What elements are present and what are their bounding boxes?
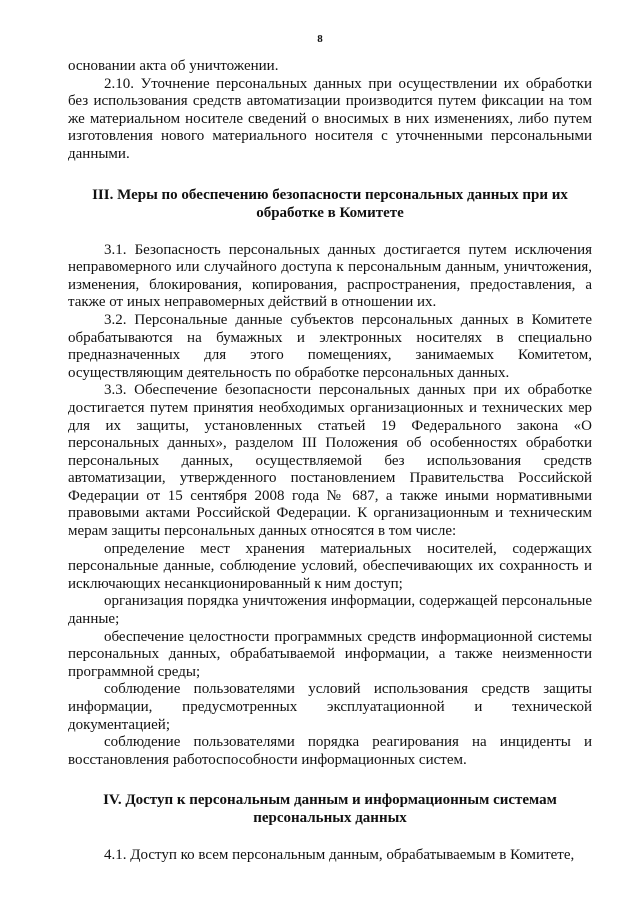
section-3-heading (68, 186, 592, 222)
paragraph-3-2: 3.2. Персональные данные субъектов персональных данных в Комитете обрабатываются на бумажных и электронных носителях в специально предназначенных для этого помещениях, занимаемых Комитетом, осуществляющим деятельность по обработке персональных данных. (68, 311, 592, 381)
spacer (68, 827, 592, 847)
section-4-heading-line-2: персональных данных (253, 810, 407, 827)
paragraph-continuation: основании акта об уничтожении. (68, 58, 279, 74)
section-3-heading-line-2: обработке в Комитете (256, 204, 404, 221)
measure-item-destruction: организация порядка уничтожения информации, содержащей персональные данные; (68, 593, 592, 628)
measure-item-integrity: обеспечение целостности программных средств информационной системы персональных данных, обрабатываемой информации, а также неизменности программной среды; (68, 628, 592, 680)
measure-item-protection-tools: соблюдение пользователями условий использования средств защиты информации, предусмотренных эксплуатационной и технической документацией; (68, 681, 592, 733)
document-body (68, 58, 592, 865)
measure-item-incident-response: соблюдение пользователями порядка реагирования на инциденты и восстановления работоспособности информационных систем. (68, 734, 592, 768)
spacer (68, 222, 592, 242)
page-number: 8 (317, 33, 323, 45)
spacer (68, 769, 592, 791)
spacer (68, 164, 592, 186)
section-3-heading-line-1: III. Меры по обеспечению безопасности персональных данных при их (92, 186, 568, 203)
section-4-heading-line-1: IV. Доступ к персональным данным и информационным системам (103, 792, 557, 809)
section-4-heading (68, 791, 592, 827)
paragraph-4-1: 4.1. Доступ ко всем персональным данным, обрабатываемым в Комитете, (104, 847, 575, 864)
paragraph-3-1: 3.1. Безопасность персональных данных достигается путем исключения неправомерного или случайного доступа к персональным данным, уничтожения, изменения, блокирования, копирования, распространения, предоставления, а также от иных неправомерных действий в отношении их. (68, 241, 592, 311)
paragraph-3-3: 3.3. Обеспечение безопасности персональных данных при их обработке достигается путем принятия необходимых организационных и технических мер для их защиты, установленных статьей 19 Федерального закона «О персональных данных», разделом III Положения об особенностях обработки персональных данных, осуществляемой без использования средств автоматизации, утвержденного постановлением Правительства Российской Федерации от 15 сентября 2008 года № 687, а также иными нормативными правовыми актами Российской Федерации. К организационным и техническим мерам защиты персональных данных относятся в том числе: (68, 382, 592, 540)
paragraph-2-10: 2.10. Уточнение персональных данных при осуществлении их обработки без использования средств автоматизации производится путем фиксации на том же материальном носителе сведений о вносимых в них изменениях, либо путем изготовления нового материального носителя с уточненными персональными данными. (68, 75, 592, 162)
measure-item-storage: определение мест хранения материальных носителей, содержащих персональные данные, соблюдение условий, обеспечивающих их сохранность и исключающих несанкционированный к ним доступ; (68, 540, 592, 592)
